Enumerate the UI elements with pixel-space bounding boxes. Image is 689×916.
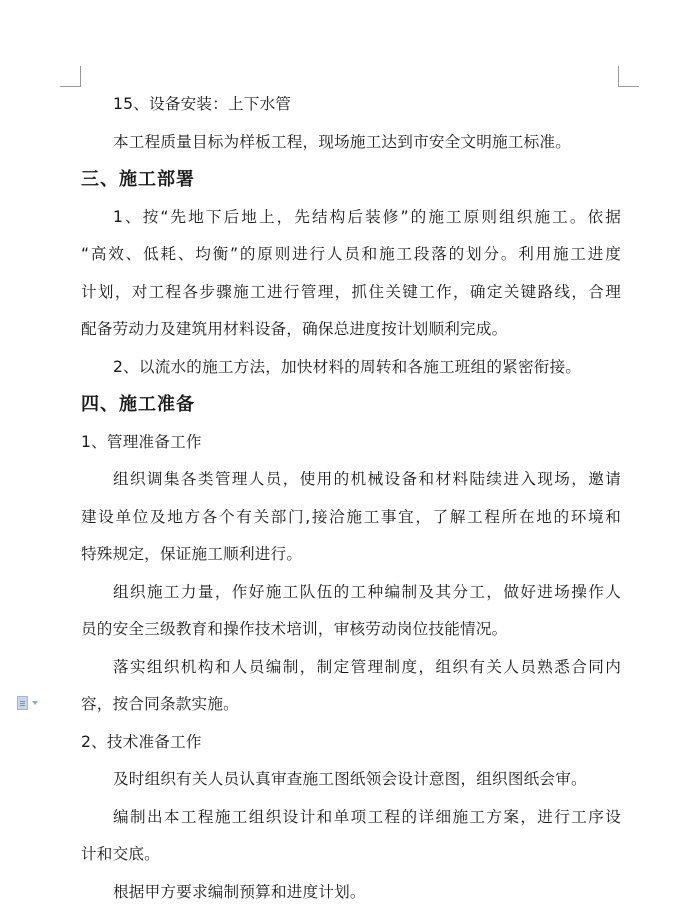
paragraph-line: 1、按“先地下后地上，先结构后装修”的施工原则组织施工。依据 bbox=[113, 208, 621, 226]
paragraph-line: 计和交底。 bbox=[81, 845, 160, 863]
section-heading-construction-preparation: 四、施工准备 bbox=[81, 394, 195, 415]
subheading-management-preparation: 1、管理准备工作 bbox=[81, 433, 202, 451]
paragraph-options-button[interactable] bbox=[17, 695, 45, 711]
subheading-technical-preparation: 2、技术准备工作 bbox=[81, 733, 202, 751]
paragraph-line: 员的安全三级教育和操作技术培训，审核劳动岗位技能情况。 bbox=[81, 620, 508, 638]
caret-down-icon bbox=[32, 701, 38, 705]
top-right-margin-marker bbox=[618, 66, 639, 87]
top-left-margin-marker bbox=[60, 66, 81, 87]
paragraph-line: 落实组织机构和人员编制，制定管理制度，组织有关人员熟悉合同内 bbox=[113, 658, 621, 676]
paragraph-line: 及时组织有关人员认真审查施工图纸领会设计意图，组织图纸会审。 bbox=[113, 770, 587, 788]
paragraph-line: 编制出本工程施工组织设计和单项工程的详细施工方案，进行工序设 bbox=[113, 808, 621, 826]
paragraph-line: 2、以流水的施工方法，加快材料的周转和各施工班组的紧密衔接。 bbox=[113, 358, 582, 376]
section-heading-construction-deployment: 三、施工部署 bbox=[81, 169, 195, 190]
paragraph-line: 特殊规定，保证施工顺利进行。 bbox=[81, 545, 303, 563]
quality-target-paragraph: 本工程质量目标为样板工程，现场施工达到市安全文明施工标准。 bbox=[113, 133, 572, 151]
paragraph-line: 组织施工力量，作好施工队伍的工种编制及其分工，做好进场操作人 bbox=[113, 583, 621, 601]
paragraph-line: 组织调集各类管理人员，使用的机械设备和材料陆续进入现场，邀请 bbox=[113, 470, 621, 488]
paragraph-line: 计划，对工程各步骤施工进行管理，抓住关键工作，确定关键路线，合理 bbox=[81, 283, 621, 301]
paragraph-line: 根据甲方要求编制预算和进度计划。 bbox=[113, 883, 366, 901]
paragraph-line: 容，按合同条款实施。 bbox=[81, 695, 239, 713]
document-icon bbox=[17, 696, 28, 710]
paragraph-line: 建设单位及地方各个有关部门,接洽施工事宜，了解工程所在地的环境和 bbox=[81, 508, 621, 526]
list-item-equipment-install: 15、设备安装：上下水管 bbox=[113, 95, 292, 113]
paragraph-line: 配备劳动力及建筑用材料设备，确保总进度按计划顺利完成。 bbox=[81, 320, 508, 338]
paragraph-line: “高效、低耗、均衡”的原则进行人员和施工段落的划分。利用施工进度 bbox=[81, 245, 621, 263]
